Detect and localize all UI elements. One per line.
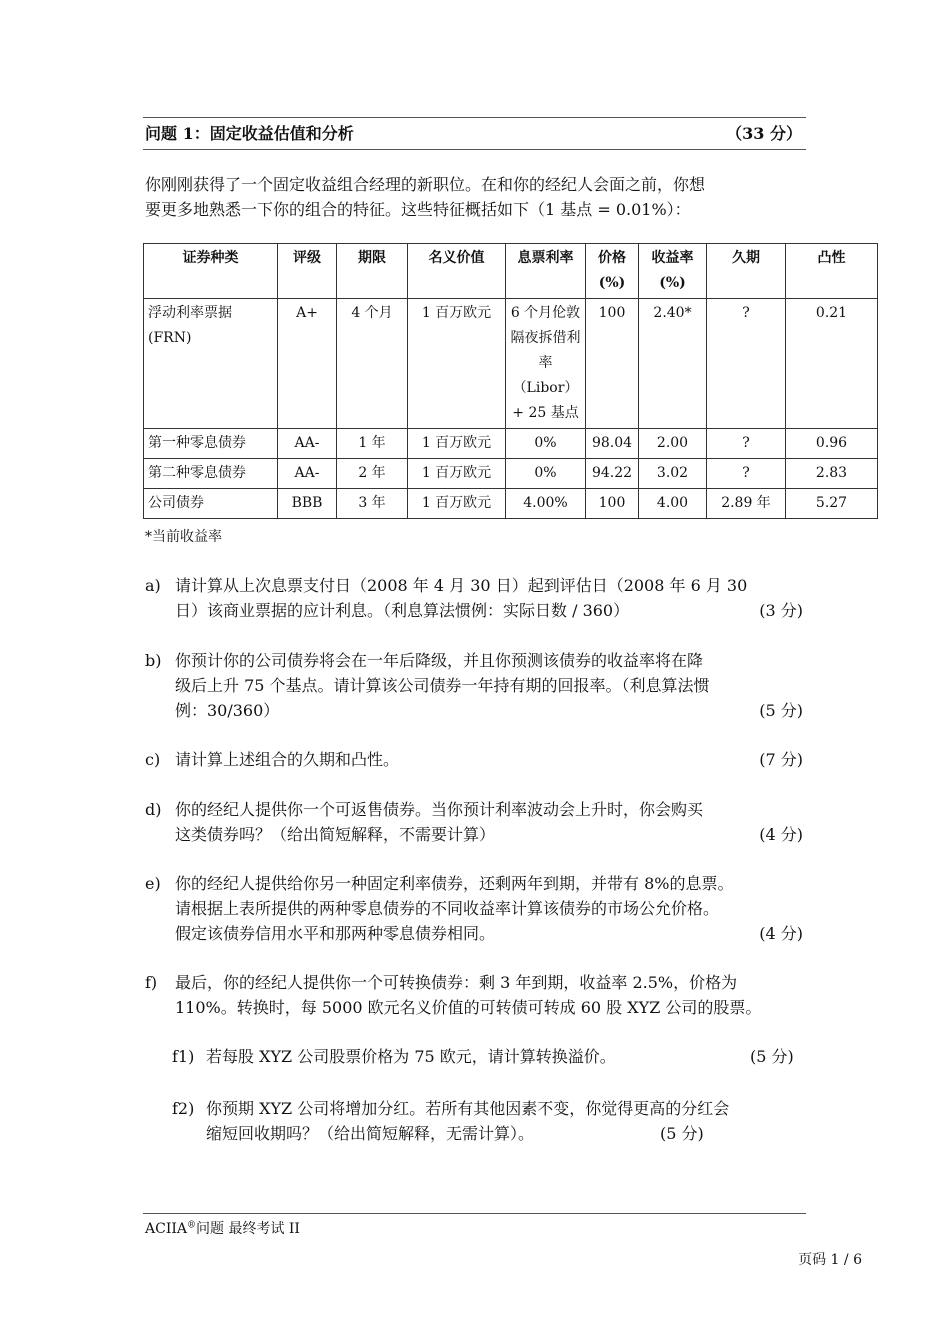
question-line: 缩短回收期吗？（给出简短解释，无需计算）。 <box>206 1124 535 1143</box>
table-row <box>144 429 878 459</box>
table-cell: 0% <box>506 429 586 459</box>
col-header: 名义价值 <box>408 244 506 299</box>
question-line: 这类债券吗？（给出简短解释，不需要计算） <box>175 825 496 844</box>
table-cell: 6 个月伦敦隔夜拆借利率（Libor）+ 25 基点 <box>506 299 586 429</box>
table-cell: 3 年 <box>337 489 408 519</box>
table-cell: BBB <box>278 489 337 519</box>
table-cell: 公司债券 <box>144 489 278 519</box>
question-line: 例：30/360） <box>175 701 280 720</box>
question-points: (4 分) <box>759 825 803 844</box>
question-b <box>145 648 811 723</box>
question-line: 最后，你的经纪人提供你一个可转换债券：剩 3 年到期，收益率 2.5%，价格为 <box>175 973 738 992</box>
table-cell: 1 百万欧元 <box>408 459 506 489</box>
question-label: f2) <box>172 1099 195 1118</box>
intro-line-1: 你刚刚获得了一个固定收益组合经理的新职位。在和你的经纪人会面之前，你想 <box>145 175 706 194</box>
question-text <box>175 871 811 946</box>
question-text <box>175 747 811 772</box>
question-e <box>145 871 811 946</box>
col-header: 评级 <box>278 244 337 299</box>
table-cell: 100 <box>586 299 639 429</box>
question-label: d) <box>145 800 162 819</box>
question-points: (5 分) <box>750 1047 794 1066</box>
table-row <box>144 299 878 429</box>
question-line: 日）该商业票据的应计利息。（利息算法惯例：实际日数 / 360） <box>175 601 630 620</box>
question-line: 请根据上表所提供的两种零息债券的不同收益率计算该债券的市场公允价格。 <box>175 899 720 918</box>
table-row <box>144 459 878 489</box>
question-points: (4 分) <box>759 924 803 943</box>
table-cell: 第一种零息债券 <box>144 429 278 459</box>
question-text <box>206 1044 812 1069</box>
table-cell: ? <box>707 459 786 489</box>
table-cell: AA- <box>278 429 337 459</box>
question-text <box>175 648 811 723</box>
question-points: (5 分) <box>660 1124 704 1143</box>
question-points: （33 分） <box>726 124 802 143</box>
footer-brand: ACIIA <box>145 1221 187 1237</box>
question-a <box>145 573 811 623</box>
table-cell: 1 百万欧元 <box>408 299 506 429</box>
table-cell: 1 百万欧元 <box>408 429 506 459</box>
table-cell: 2.40* <box>639 299 707 429</box>
question-line: 请计算上述组合的久期和凸性。 <box>175 750 400 769</box>
question-line: 请计算从上次息票支付日（2008 年 4 月 30 日）起到评估日（2008 年 6 月 30 <box>175 576 748 595</box>
question-c <box>145 747 811 772</box>
question-label: c) <box>145 750 161 769</box>
question-f2 <box>172 1096 812 1146</box>
table-footnote: *当前收益率 <box>145 529 222 545</box>
question-line: 你的经纪人提供你一个可返售债券。当你预计利率波动会上升时，你会购买 <box>175 800 704 819</box>
question-points: (7 分) <box>759 750 803 769</box>
table-cell: 0.96 <box>786 429 878 459</box>
question-line: 你预计你的公司债券将会在一年后降级，并且你预测该债券的收益率将在降 <box>175 651 704 670</box>
question-text <box>175 797 811 847</box>
table-cell: 2.83 <box>786 459 878 489</box>
page-number: 页码 1 / 6 <box>798 1252 862 1268</box>
question-line: 你的经纪人提供给你另一种固定利率债券，还剩两年到期，并带有 8%的息票。 <box>175 874 734 893</box>
question-text <box>175 970 811 1020</box>
question-line: 若每股 XYZ 公司股票价格为 75 欧元，请计算转换溢价。 <box>206 1047 616 1066</box>
question-f <box>145 970 811 1020</box>
table-row <box>144 489 878 519</box>
question-text <box>206 1096 812 1146</box>
col-header: 凸性 <box>786 244 878 299</box>
col-header: 期限 <box>337 244 408 299</box>
table-cell: 98.04 <box>586 429 639 459</box>
question-title-row <box>145 121 805 144</box>
question-line: 级后上升 75 个基点。请计算该公司债券一年持有期的回报率。（利息算法惯 <box>175 676 710 695</box>
question-line: 110%。转换时，每 5000 欧元名义价值的可转债可转成 60 股 XYZ 公司的股票。 <box>175 998 762 1017</box>
table-cell: 2.00 <box>639 429 707 459</box>
footer-exam-title: 问题 最终考试 II <box>196 1221 300 1237</box>
question-points: (3 分) <box>759 601 803 620</box>
question-line: 你预期 XYZ 公司将增加分红。若所有其他因素不变，你觉得更高的分红会 <box>206 1099 730 1118</box>
table-cell: 4 个月 <box>337 299 408 429</box>
table-header-row <box>144 244 878 299</box>
table-cell: ? <box>707 299 786 429</box>
question-label: f) <box>145 973 158 992</box>
table-cell: ? <box>707 429 786 459</box>
portfolio-table <box>143 243 878 519</box>
col-header: 收益率 (%) <box>639 244 707 299</box>
question-points: (5 分) <box>759 701 803 720</box>
question-line: 假定该债券信用水平和那两种零息债券相同。 <box>175 924 496 943</box>
table-cell: 1 年 <box>337 429 408 459</box>
footer-exam-name <box>145 1218 300 1238</box>
footer-rule <box>143 1213 806 1214</box>
question-f1 <box>172 1044 812 1069</box>
question-label: e) <box>145 874 161 893</box>
table-cell: A+ <box>278 299 337 429</box>
col-header: 息票利率 <box>506 244 586 299</box>
table-cell: 2.89 年 <box>707 489 786 519</box>
table-cell: 5.27 <box>786 489 878 519</box>
table-cell: AA- <box>278 459 337 489</box>
table-cell: 1 百万欧元 <box>408 489 506 519</box>
table-cell: 4.00 <box>639 489 707 519</box>
table-cell: 3.02 <box>639 459 707 489</box>
table-cell: 第二种零息债券 <box>144 459 278 489</box>
table-cell: 0% <box>506 459 586 489</box>
intro-line-2: 要更多地熟悉一下你的组合的特征。这些特征概括如下（1 基点 = 0.01%）： <box>145 200 691 219</box>
table-cell: 94.22 <box>586 459 639 489</box>
table-cell: 0.21 <box>786 299 878 429</box>
table-cell: 4.00% <box>506 489 586 519</box>
table-cell: 2 年 <box>337 459 408 489</box>
question-text <box>175 573 811 623</box>
table-cell: 浮动利率票据 (FRN) <box>144 299 278 429</box>
question-d <box>145 797 811 847</box>
title-rule <box>143 149 806 150</box>
intro-paragraph <box>145 172 813 222</box>
col-header: 久期 <box>707 244 786 299</box>
question-title: 问题 1：固定收益估值和分析 <box>145 124 354 143</box>
top-rule <box>143 117 806 118</box>
question-label: f1) <box>172 1047 195 1066</box>
col-header: 价格 (%) <box>586 244 639 299</box>
col-header: 证券种类 <box>144 244 278 299</box>
registered-mark: ® <box>187 1220 196 1231</box>
question-label: b) <box>145 651 162 670</box>
table-cell: 100 <box>586 489 639 519</box>
question-label: a) <box>145 576 161 595</box>
